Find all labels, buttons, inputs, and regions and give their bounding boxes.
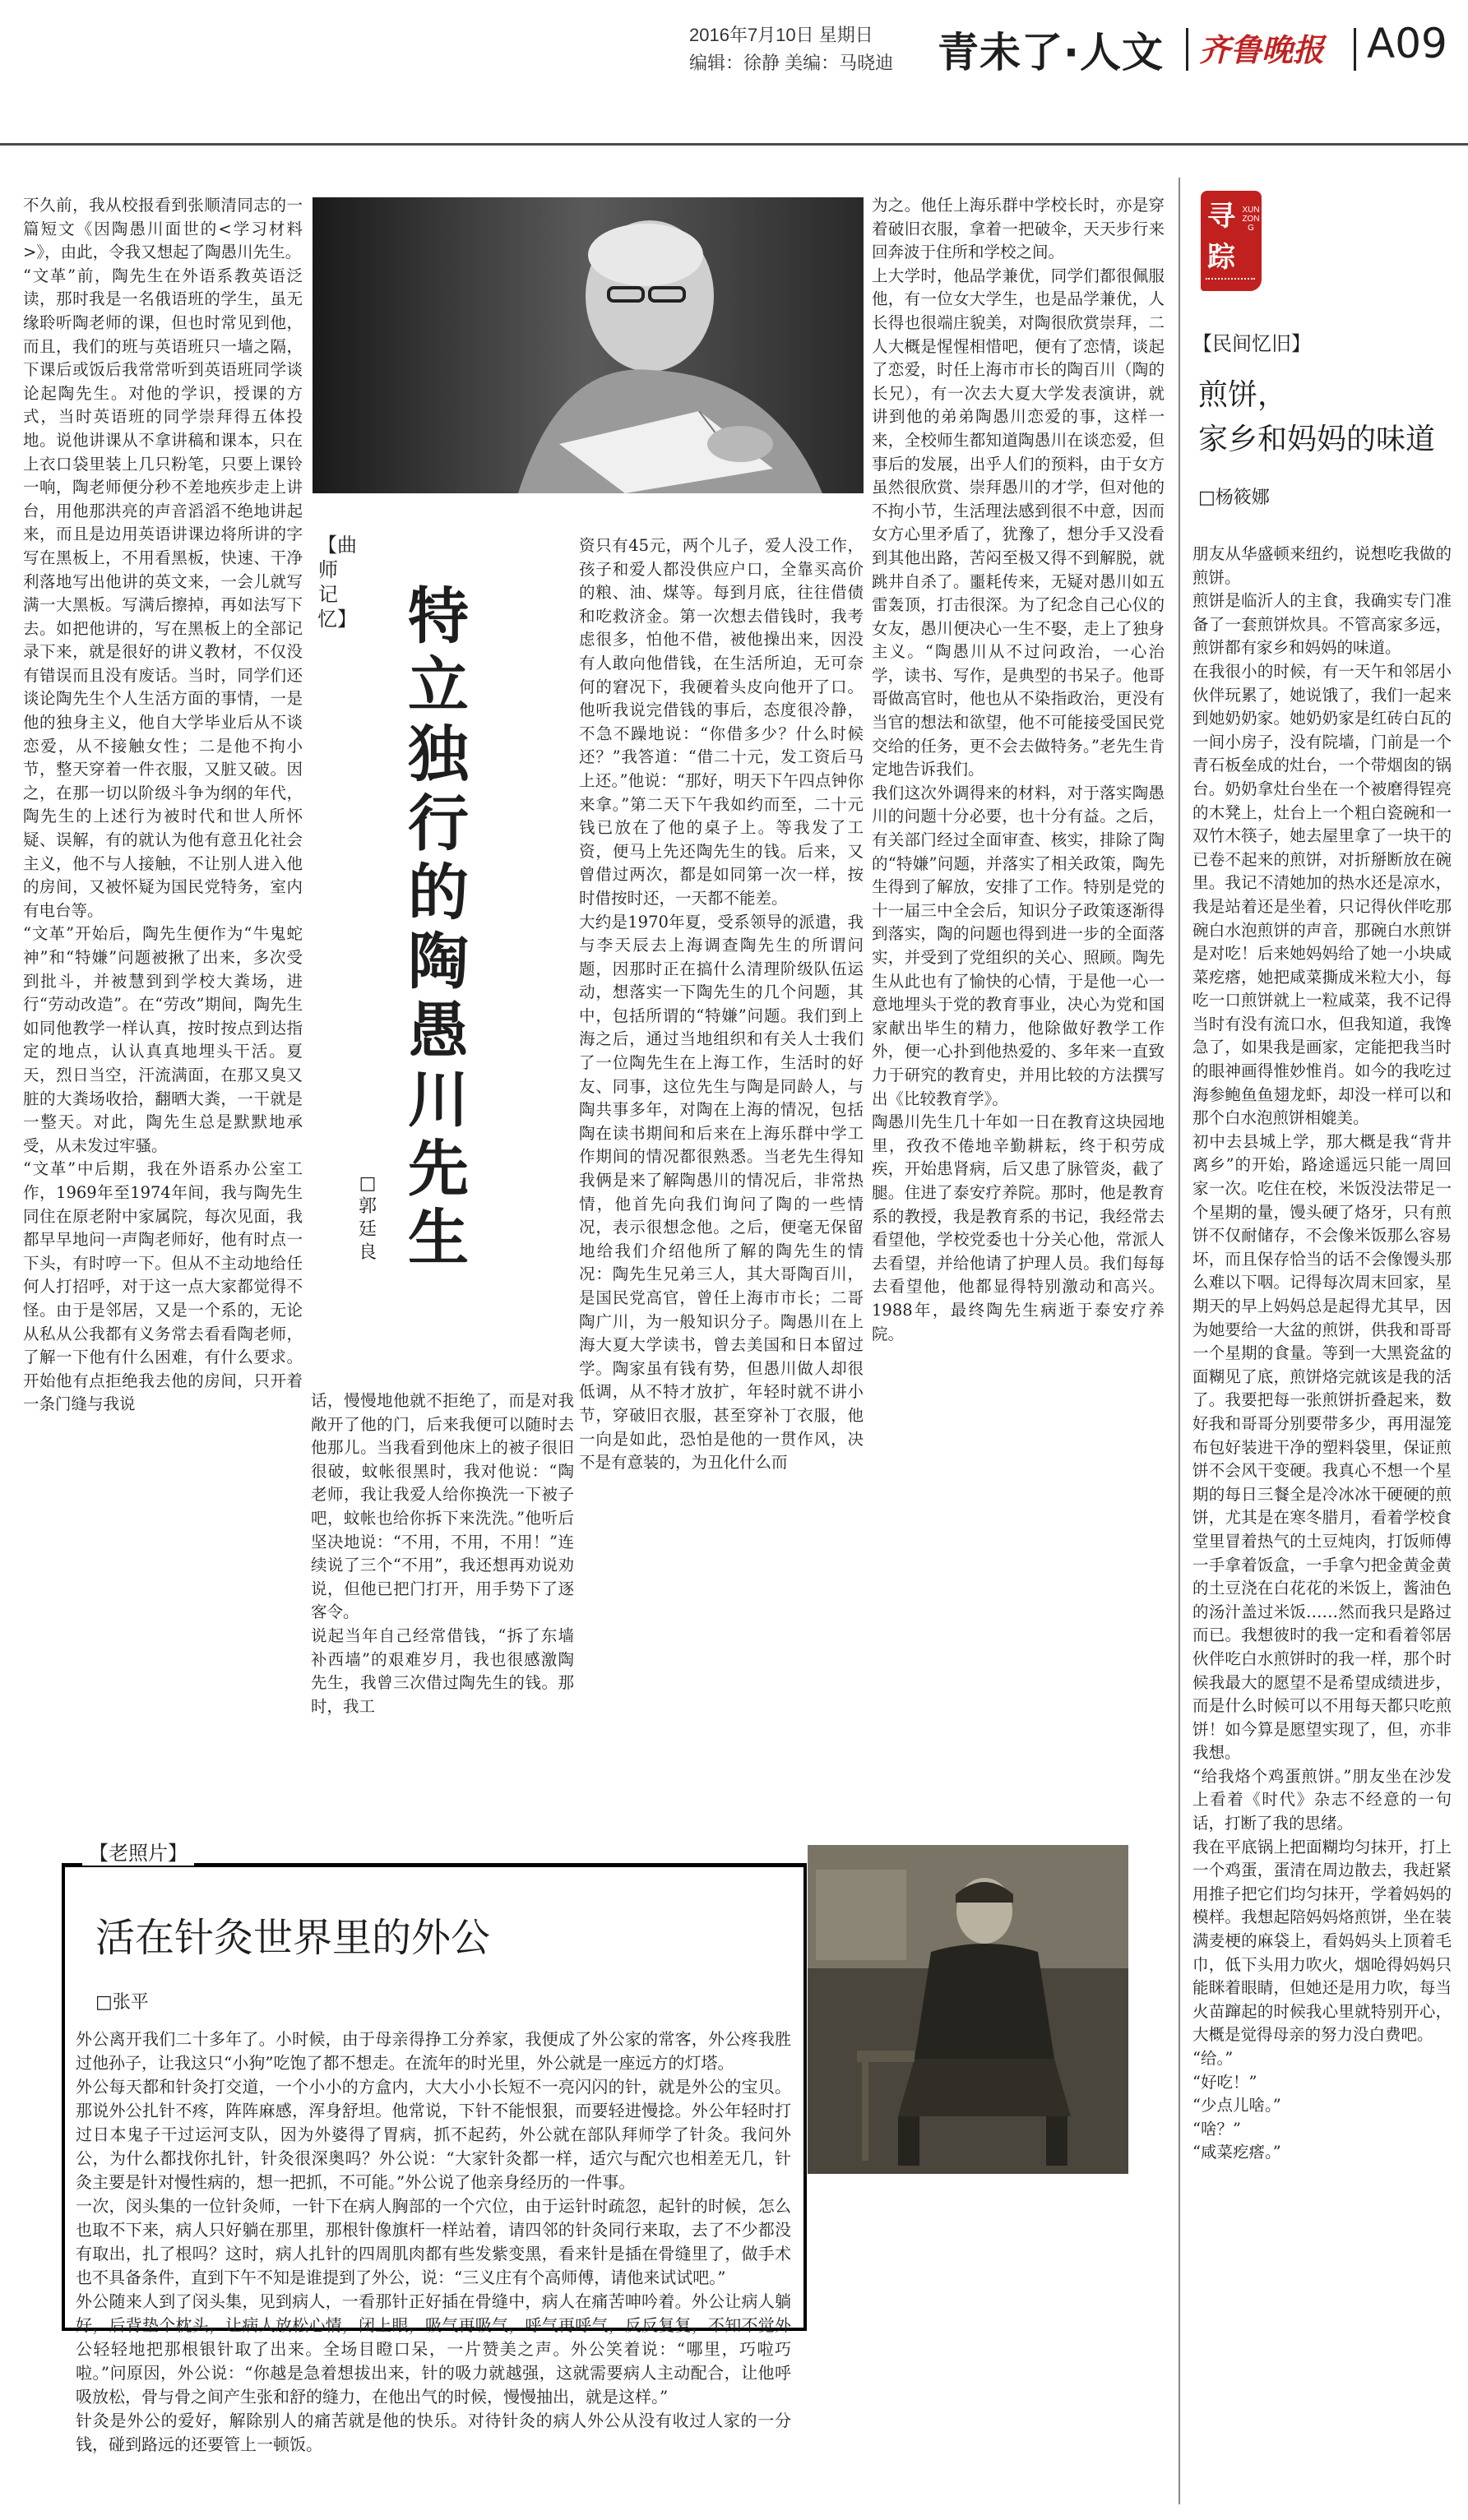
seal-characters: 寻踪 [1207,200,1235,274]
right-title-line2: 家乡和妈妈的味道 [1198,423,1436,456]
article-column-1: 不久前，我从校报看到张顺清同志的一篇短文《因陶愚川面世的<学习材料>》，由此，令我又想起了陶愚川先生。 “文革”前，陶先生在外语系教英语泛读，那时我是一名俄语班的学生，虽无缘聆听陶老师的课，但也时常见到他，而且，我们的班与英语班只一墙之隔，下课后或饭后我常常听到英语班同学谈论起陶先生。对他的学识，授课的方式，当时英语班的同学崇拜得五体投地。说他讲课从不拿讲稿和课本，只在上衣口袋里装上几只粉笔，只要上课铃一响，陶老师便分秒不差地疾步走上讲台，用他那洪亮的声音滔滔不绝地讲起来，而且是边用英语讲课边将所讲的字写在黑板上，不用看黑板，快速、干净利落地写出他讲的英文来，一会儿就写满一大黑板。写满后擦掉，再如法写下去。如把他讲的，写在黑板上的全部记录下来，就是很好的讲义教材，不仅没有错误而且没有废话。当时，同学们还谈论陶先生个人生活方面的事情，一是他的独身主义，他自大学毕业后从不谈恋爱，从不接触女性；二是他不拘小节，整天穿着一件衣服，又脏又破。因之，在那一切以阶级斗争为纲的年代，陶先生的上述行为被时代和世人所怀疑、误解，有的就认为他有意丑化社会主义，他不与人接触，不让别人进入他的房间，又被怀疑为国民党特务，室内有电台等。 “文革”开始后，陶先生便作为“牛鬼蛇神”和“特嫌”问题被揪了出来，多次受到批斗，并被慧到到学校大粪场，进行“劳动改造”。在“劳改”期间，陶先生如同他教学一样认真，按时按点到达指定的地点，认认真真地埋头干活。夏天，烈日当空，汗流满面，在那又臭又脏的大粪场收拾，翻晒大粪，一干就是一整天。对此，陶先生总是默默地承受，从未发过牢骚。 “文革”中后期，我在外语系办公室工作，1969年至1974年间，我与陶先生同住在原老附中家属院，每次见面，我都早早地问一声陶老师好，他有时点一下头，有时哼一下。但从不主动地给任何人打招呼，对于这一点大家都觉得不怪。由于是邻居，又是一个系的，无论从私从公我都有义务常去看看陶老师，了解一下他有什么困难，有什么要求。开始他有点拒绝我去他的房间，只开着一条门缝与我说 [23,196,303,1414]
right-title-line1: 煎饼， [1198,378,1288,412]
seal-dots [1206,278,1255,286]
grandfather-photo-illustration [808,1845,1128,2174]
article-author: □郭廷良 [358,1173,377,1263]
seal-pinyin: XUNZONG [1242,206,1260,233]
issue-date: 2016年7月10日 星期日 [689,25,873,45]
teacher-photo [313,197,864,493]
old-photo-body: 外公离开我们二十多年了。小时候，由于母亲得挣工分养家，我便成了外公家的常客，外公疼我胜过他孙子，让我这只“小狗”吃饱了都不想走。在流年的时光里，外公就是一座远方的灯塔。 外公每天都和针灸打交道，一个小小的方盒内，大大小小长短不一亮闪闪的针，就是外公的宝贝。那说外公扎针不疼，阵阵麻感，浑身舒坦。他常说，下针不能恨狠，而要轻进慢捻。外公年轻时打过日本鬼子干过运河支队，因为外婆得了胃病，抓不起药，外公就在部队拜师学了针灸。我问外公，为什么都找你扎针，针灸很深奥吗？外公说：“大家针灸都一样，适穴与配穴也相差无几，针灸主要是针对慢性病的，想一把抓，不可能。”外公说了他亲身经历的一件事。 一次，闵头集的一位针灸师，一针下在病人胸部的一个穴位，由于运针时疏忽，起针的时候，怎么也取不下来，病人只好躺在那里，那根针像旗杆一样站着，请四邻的针灸同行来取，去了不少都没有取出，扎了根吗？这时，病人扎针的四周肌肉都有些发紫变黑，看来针是插在骨缝里了，做手术也不具备条件，直到下午不知是谁提到了外公，说：“三义庄有个高师傅，请他来试试吧。” 外公随来人到了闵头集，见到病人，一看那针正好插在骨缝中，病人在痛苦呻吟着。外公让病人躺好，后背垫个枕头，让病人放松心情，闭上眼，吸气再吸气，呼气再呼气，反反复复，不知不觉外公轻轻地把那根银针取了出来。全场目瞪口呆，一片赞美之声。外公笑着说：“哪里，巧啦巧啦。”问原因，外公说：“你越是急着想拔出来，针的吸力就越强，这就需要病人主动配合，让他呼吸放松，骨与骨之间产生张和舒的缝力，在他出气的时候，慢慢抽出，就是这样。” 针灸是外公的爱好，解除别人的痛苦就是他的快乐。对待针灸的病人外公从没有收过人家的一分钱，碰到路远的还要管上一顿饭。 [76,2029,791,2454]
page-number: A09 [1367,20,1447,67]
teacher-photo-illustration [313,197,864,493]
article-column-2: 话，慢慢地他就不拒绝了，而是对我敞开了他的门，后来我便可以随时去他那儿。当我看到他床上的被子很旧很破，蚊帐很黑时，我对他说：“陶老师，我让我爱人给你换洗一下被子吧，蚊帐也给你拆下来洗洗。”他听后坚决地说：“不用，不用，不用！”连续说了三个“不用”，我还想再劝说劝说，但他已把门打开，用手势下了逐客令。 说起当年自己经常借钱，“拆了东墙补西墙”的艰难岁月，我也很感激陶先生，我曾三次借过陶先生的钱。那时，我工 [311,1391,574,1716]
right-column-tag: 【民间忆旧】 [1192,332,1311,355]
right-article-body: 朋友从华盛顿来纽约，说想吃我做的煎饼。 煎饼是临沂人的主食，我确实专门准备了一套煎饼炊具。不管高家多远，煎饼都有家乡和妈妈的味道。 在我很小的时候，有一天午和邻居小伙伴玩累了，她说饿了，我们一起来到她奶奶家。她奶奶家是红砖白瓦的一间小房子，没有院墙，门前是一个青石板垒成的灶台，一个带烟囱的锅台。奶奶拿灶台坐在一个被磨得锃亮的木凳上，灶台上一个粗白瓷碗和一双竹木筷子，她去屋里拿了一块干的已卷不起来的煎饼，对折掰断放在碗里。我记不清她加的热水还是凉水，我是站着还是坐着，只记得伙伴吃那碗白水泡煎饼的声音，那碗白水煎饼是对吃！后来她妈妈给了她一小块咸菜疙瘩，她把咸菜撕成米粒大小，每吃一口煎饼就上一粒咸菜，我不记得当时有没有流口水，但我知道，我馋急了，如果我是画家，定能把我当时的眼神画得惟妙惟肖。如今的我吃过海参鲍鱼鱼翅龙虾，却没一样可以和那个白水泡煎饼相媲美。 初中去县城上学，那大概是我“背井离乡”的开始，路途遥远只能一周回家一次。吃住在校，米饭没法带足一个星期的量，馒头硬了烙牙，只有煎饼不仅耐储存，不会像米饭那么容易坏，而且保存恰当的话不会像馒头那么难以下咽。记得每次周末回家，星期天的早上妈妈总是起得尤其早，因为她要给一大盆的煎饼，供我和哥哥一个星期的食量。等到一大黑瓷盆的面糊见了底，煎饼烙完就该是我的活了。我要把每一张煎饼折叠起来，数好我和哥哥分别要带多少，再用湿笼布包好装进干净的塑料袋里，保证煎饼不会风干变硬。我真心不想一个星期的每日三餐全是冷冰冰干硬硬的煎饼，尤其是在寒冬腊月，看着学校食堂里冒着热气的土豆炖肉，打饭师傅一手拿着饭盒，一手拿勺把金黄金黄的土豆浇在白花花的米饭上，酱油色的汤汁盖过米饭……然而我只是路过而已。我想彼时的我一定和看着邻居伙伴吃白水煎饼时的我一样，那个时候我最大的愿望不是希望成绩进步，而是什么时候可以不用每天都只吃煎饼！如今算是愿望实现了，但，亦非我想。 “给我烙个鸡蛋煎饼。”朋友坐在沙发上看着《时代》杂志不经意的一句话，打断了我的思绪。 我在平底锅上把面糊均匀抹开，打上一个鸡蛋，蛋清在周边散去，我赶紧用推子把它们均匀抹开，学着妈妈的模样。我想起陪妈妈烙煎饼，坐在装满麦梗的麻袋上，看妈妈头上顶着毛巾，低下头用力吹火，烟呛得妈妈只能眯着眼睛，但她还是用力吹，每当火苗蹿起的时候我心里就特别开心，大概是觉得母亲的努力没白费吧。 “给。” “好吃！” “少点儿啥。” “啥？” “咸菜疙瘩。” [1192,544,1452,2162]
article-column-4: 为之。他任上海乐群中学校长时，亦是穿着破旧衣服，拿着一把破伞，天天步行来回奔波于住所和学校之间。 上大学时，他品学兼优，同学们都很佩服他，有一位女大学生，也是品学兼优，人长得也很端庄貌美，对陶很欣赏崇拜，二人大概是惺惺相惜吧，便有了恋情，谈起了恋爱，时任上海市市长的陶百川（陶的长兄），有一次去大夏大学发表演讲，就讲到他的弟弟陶愚川恋爱的事，这样一来，全校师生都知道陶愚川在谈恋爱，但事后的发展，出乎人们的预料，由于女方虽然很欣赏、崇拜愚川的才学，但对他的不拘小节，生活理法感到很不中意，因而女方心里矛盾了，犹豫了，想分手又没看到其他出路，苦闷至极又得不到解脱，就跳井自杀了。噩耗传来，无疑对愚川如五雷轰顶，打击很深。为了纪念自己心仪的女友，愚川便决心一生不娶，走上了独身主义。“陶愚川从不过问政治，一心治学，读书、写作，是典型的书呆子。他哥哥做高官时，他也从不染指政治，更没有当官的想法和欲望，他不可能接受国民党交给的任务，更不会去做特务。”老先生肯定地告诉我们。 我们这次外调得来的材料，对于落实陶愚川的问题十分必要，也十分有益。之后，有关部门经过全面审查、核实，排除了陶的“特嫌”问题，并落实了相关政策，陶先生得到了解放，安排了工作。特别是党的十一届三中全会后，知识分子政策逐渐得到落实，陶的问题也得到进一步的全面落实，并受到了党组织的关心、照顾。陶先生从此也有了愉快的心情，于是他一心一意地埋头于党的教育事业，决心为党和国家献出毕生的精力，他除做好教学工作外，便一心扑到他热爱的、多年来一直致力于研究的教育史，并用比较的方法撰写出《比较教育学》。 陶愚川先生几十年如一日在教育这块园地里，孜孜不倦地辛勤耕耘，终于积劳成疾，开始患肾病，后又患了脉管炎，截了腿。住进了泰安疗养院。那时，他是教育系的教授，我是教育系的书记，我经常去看望他，学校党委也十分关心他，常派人去看望，并给他请了护理人员。我们每每去看望他，他都显得特别激动和高兴。1988年，最终陶先生病逝于泰安疗养院。 [872,196,1165,1343]
grandfather-photo [808,1845,1128,2174]
old-photo-title: 活在针灸世界里的外公 [95,1915,491,1961]
old-photo-author: □张平 [95,1992,149,2013]
column-divider [1179,178,1180,2504]
right-author: □杨筱娜 [1198,488,1270,508]
column-tag: 【曲师记忆】 [317,534,357,631]
header-divider [1354,28,1356,71]
editors-credit: 编辑：徐静 美编：马晓迪 [689,53,894,73]
old-photo-tag: 【老照片】 [82,1837,194,1866]
header-rule [0,143,1468,146]
section-title: 青未了·人文 [938,29,1164,76]
article-title: 特立独行的陶愚川先生 [408,581,469,1274]
article-column-3: 资只有45元，两个儿子，爱人没工作，孩子和爱人都没供应户口，全靠买高价的粮、油、煤等。每到月底，往往借债和吃救济金。第一次想去借钱时，我考虑很多，怕他不借，被他操出来，因没有人敢向他借钱，在生活所迫，无可奈何的窘况下，我硬着头皮向他开了口。他听我说完借钱的事后，态度很冷静，不急不躁地说：“你借多少？什么时候还？”我答道：“借二十元，发工资后马上还。”他说：“那好，明天下午四点钟你来拿。”第二天下午我如约而至，二十元钱已放在了他的桌子上。等我发了工资，便马上先还陶先生的钱。后来，又曾借过两次，都是如同第一次一样，按时借按时还，一天都不能差。 大约是1970年夏，受系领导的派遣，我与李天辰去上海调查陶先生的所谓问题，因那时正在搞什么清理阶级队伍运动，想落实一下陶先生的几个问题，其中，包括所谓的“特嫌”问题。我们到上海之后，通过当地组织和有关人士我们了一位陶先生在上海工作，生活时的好友、同事，这位先生与陶是同龄人，与陶共事多年，对陶在上海的情况，包括陶在读书期间和后来在上海乐群中学工作期间的情况都很熟悉。当老先生得知我俩是来了解陶愚川的情况后，非常热情，他首先向我们询问了陶的一些情况，表示很想念他。之后，便毫无保留地给我们介绍他所了解的陶先生的情况：陶先生兄弟三人，其大哥陶百川，是国民党高官，曾任上海市市长；二哥陶广川，为一般知识分子。陶愚川在上海大夏大学读书，曾去美国和日本留过学。陶家虽有钱有势，但愚川做人却很低调，从不特才放扩，年轻时就不讲小节，穿破旧衣服，甚至穿补丁衣服，他一向是如此，恐怕是他的一贯作风，决不是有意装的，为丑化什么而 [579,536,864,1473]
newspaper-logo: 齐鲁晚报 [1199,31,1325,68]
xunzong-seal [1201,191,1262,291]
header-divider [1186,28,1188,71]
